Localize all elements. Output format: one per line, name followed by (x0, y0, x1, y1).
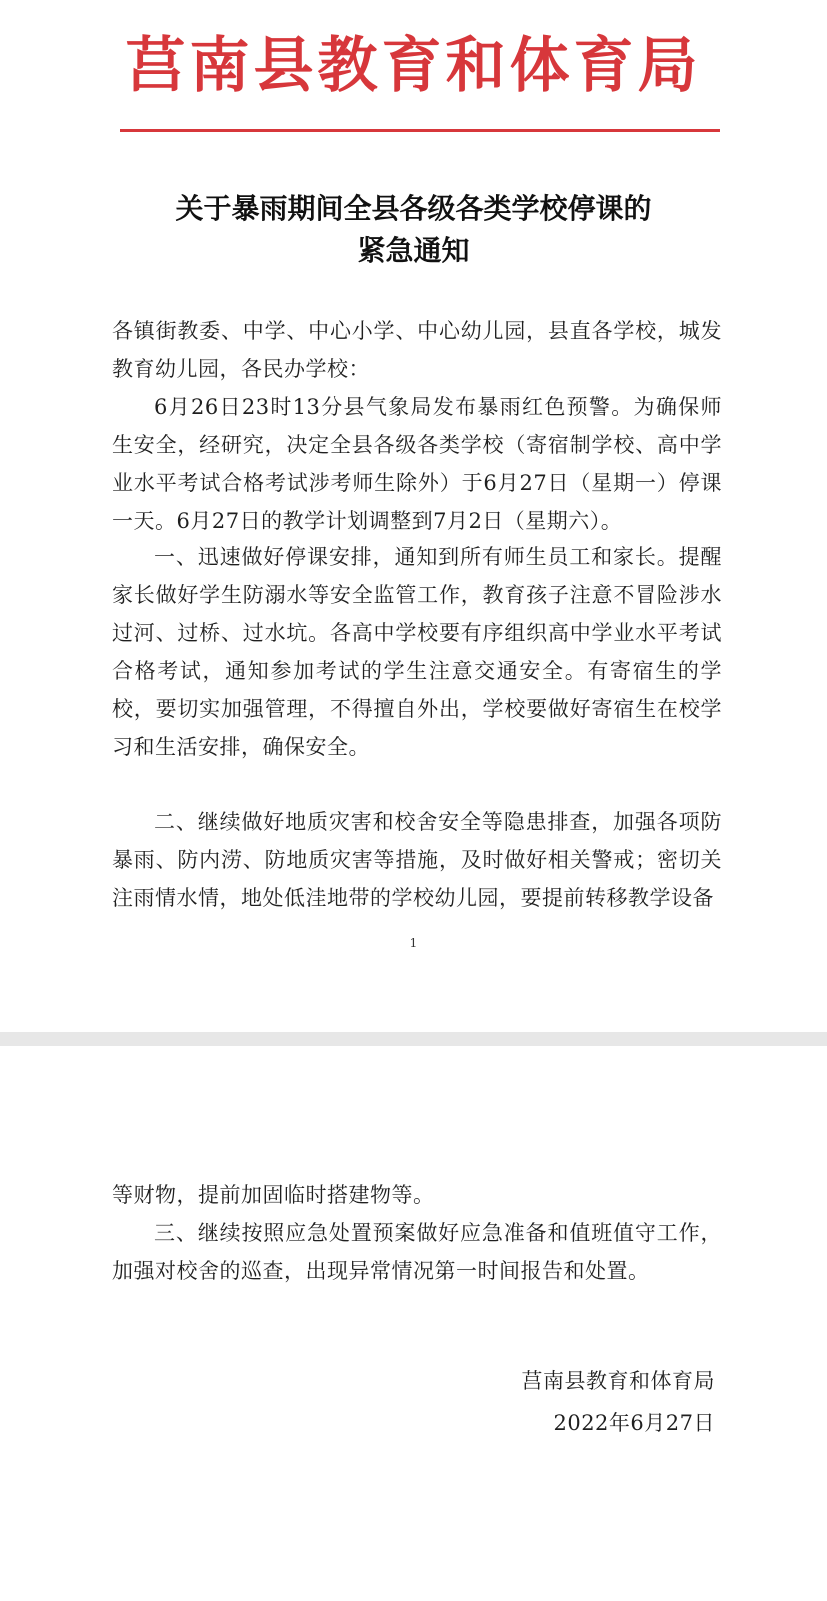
paragraph-intro: 6月26日23时13分县气象局发布暴雨红色预警。为确保师生安全，经研究，决定全县各级各类学校（寄宿制学校、高中学业水平考试合格考试涉考师生除外）于6月27日（星期一）停课一天。6月27日的教学计划调整到7月2日（星期六）。 (112, 395, 722, 533)
document-title-line-2: 紧急通知 (357, 234, 470, 267)
signature-date: 2022年6月27日 (553, 1411, 715, 1435)
salutation: 各镇街教委、中学、中心小学、中心幼儿园，县直各学校，城发教育幼儿园，各民办学校： (112, 319, 722, 381)
letterhead-org-name: 莒南县教育和体育局 (125, 31, 702, 101)
paragraph-item-2: 二、继续做好地质灾害和校舍安全等隐患排查，加强各项防暴雨、防内涝、防地质灾害等措施，及时做好相关警戒；密切关注雨情水情，地处低洼地带的学校幼儿园，要提前转移教学设备 (112, 810, 722, 910)
paragraph-item-2-continued: 等财物，提前加固临时搭建物等。 (112, 1183, 435, 1207)
page-number: 1 (409, 936, 418, 950)
signature-organization: 莒南县教育和体育局 (521, 1369, 715, 1393)
document-title (0, 188, 827, 272)
document-page-2 (0, 1046, 827, 1601)
document-title-line-1: 关于暴雨期间全县各级各类学校停课的 (175, 192, 652, 225)
paragraph-item-1: 一、迅速做好停课安排，通知到所有师生员工和家长。提醒家长做好学生防溺水等安全监管工作，教育孩子注意不冒险涉水过河、过桥、过水坑。各高中学校要有序组织高中学业水平考试合格考试，通知参加考试的学生注意交通安全。有寄宿生的学校，要切实加强管理，不得擅自外出，学校要做好寄宿生在校学习和生活安排，确保安全。 (112, 545, 722, 759)
letterhead-red-rule (120, 129, 720, 132)
paragraph-item-3: 三、继续按照应急处置预案做好应急准备和值班值守工作，加强对校舍的巡查，出现异常情况第一时间报告和处置。 (112, 1221, 722, 1283)
